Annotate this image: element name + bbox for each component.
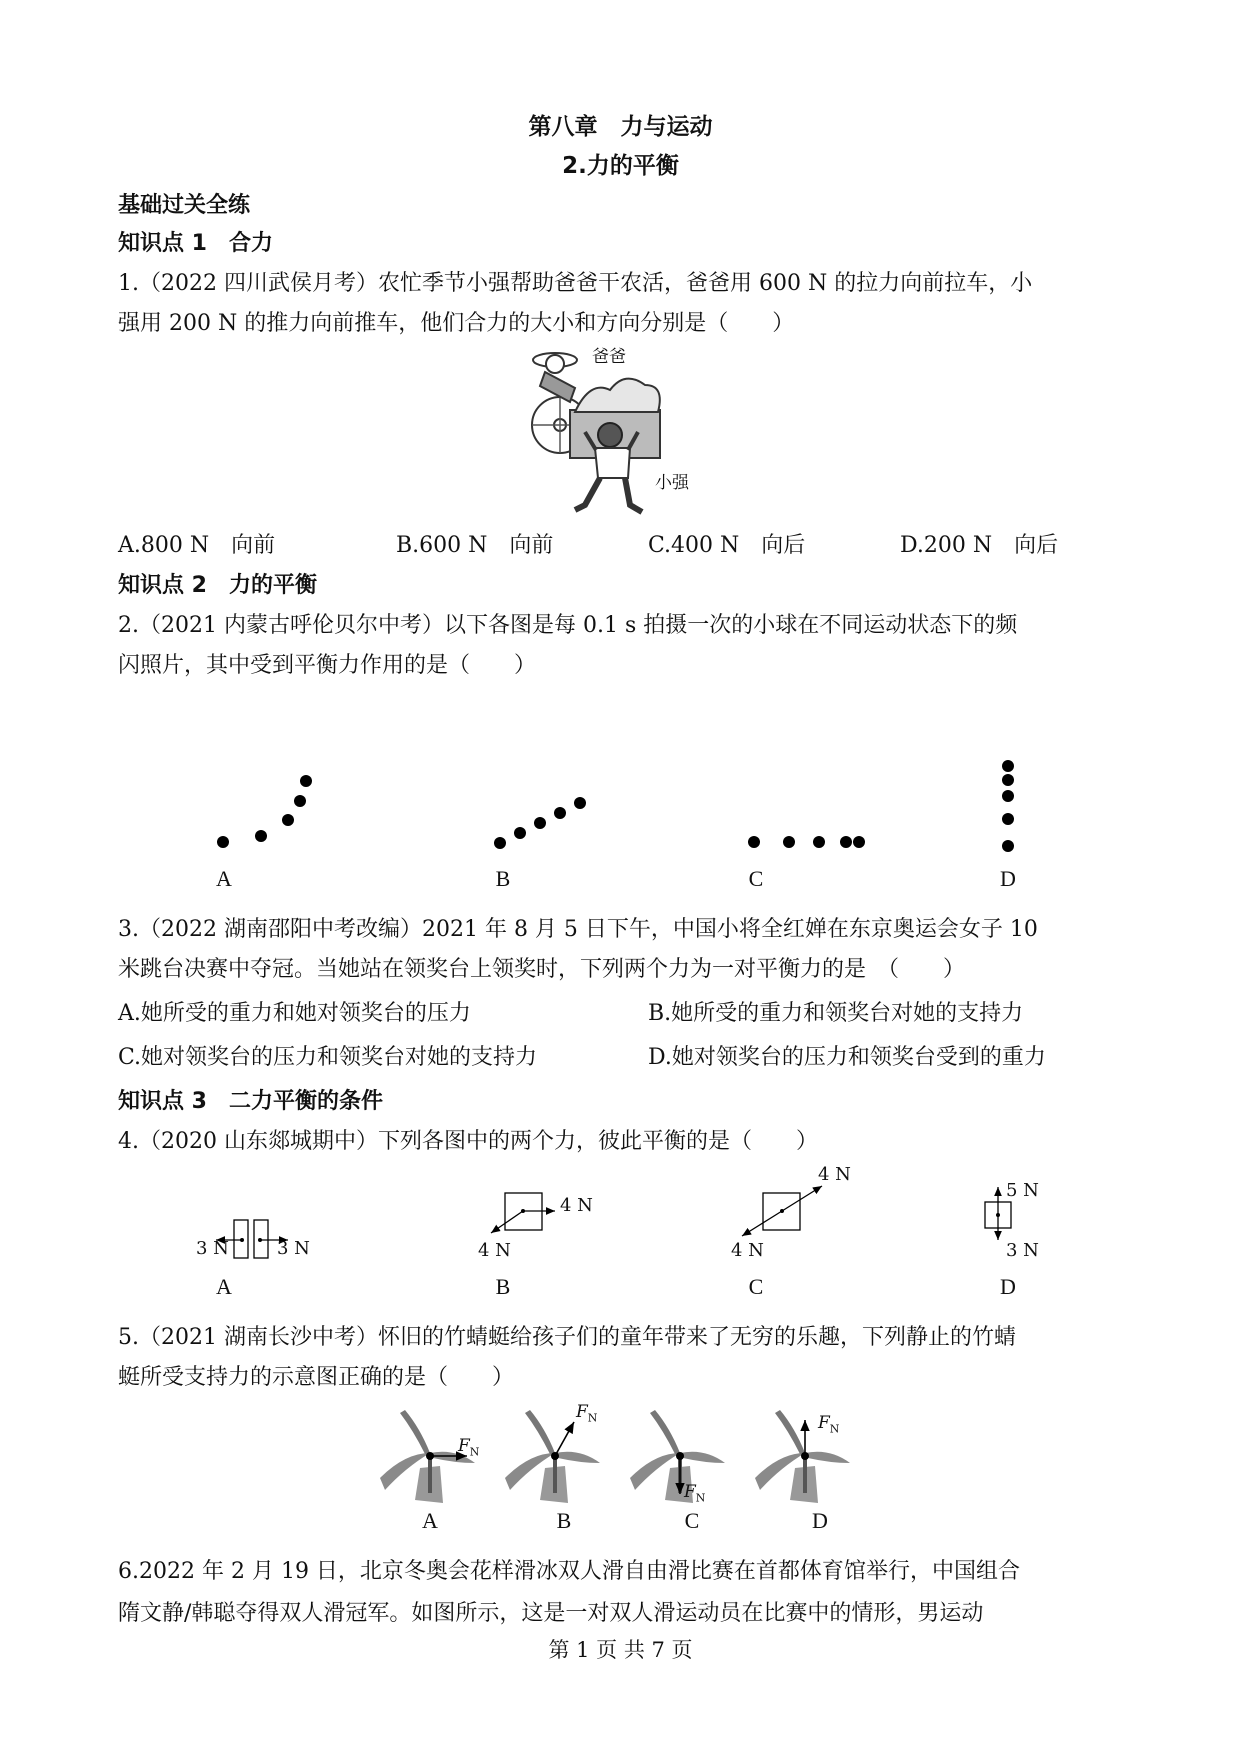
q4-label-b: B (495, 1274, 511, 1299)
q4-label-a: A (216, 1274, 232, 1299)
knowledge-point-1: 知识点 1 合力 (118, 231, 273, 256)
q1-cart-figure (530, 340, 710, 520)
q1-option-a: A.800 N 向前 (118, 533, 276, 558)
q4-force-c-top: 4 N (818, 1164, 851, 1185)
q1-option-b: B.600 N 向前 (396, 533, 554, 558)
q2-stem-line2: 闪照片，其中受到平衡力作用的是（ ） (118, 653, 537, 678)
q3-stem-line2: 米跳台决赛中夺冠。当她站在领奖台上领奖时，下列两个力为一对平衡力的是 （ ） (118, 957, 966, 982)
q5-label-b: B (556, 1508, 572, 1533)
section-title: 2.力的平衡 (562, 153, 679, 179)
q4-force-a-right: 3 N (277, 1238, 310, 1259)
q4-force-c-bottom: 4 N (731, 1240, 764, 1261)
q5-label-c: C (684, 1508, 700, 1533)
q5-label-a: A (422, 1508, 438, 1533)
q4-force-d-bottom: 3 N (1006, 1240, 1039, 1261)
q4-force-d-top: 5 N (1006, 1180, 1039, 1201)
q1-label-dad: 爸爸 (592, 347, 626, 367)
q4-force-a-left: 3 N (196, 1238, 229, 1259)
q4-label-d: D (1000, 1274, 1016, 1299)
q2-stem-line1: 2.（2021 内蒙古呼伦贝尔中考）以下各图是每 0.1 s 拍摄一次的小球在不同运动状态下的频 (118, 613, 1018, 638)
q2-label-d: D (1000, 866, 1016, 891)
q5-stem-line1: 5.（2021 湖南长沙中考）怀旧的竹蜻蜓给孩子们的童年带来了无穷的乐趣，下列静止的竹蜻 (118, 1325, 1016, 1350)
q3-option-a: A.她所受的重力和她对领奖台的压力 (118, 1001, 471, 1026)
q5-dragonfly-d (750, 1408, 860, 1508)
q5-force-b: $F_N$ (576, 1402, 598, 1425)
q1-stem-line2: 强用 200 N 的推力向前推车，他们合力的大小和方向分别是（ ） (118, 311, 795, 336)
q4-label-c: C (748, 1274, 764, 1299)
q4-stem-line1: 4.（2020 山东郯城期中）下列各图中的两个力，彼此平衡的是（ ） (118, 1129, 818, 1154)
knowledge-point-2: 知识点 2 力的平衡 (118, 573, 317, 598)
q4-force-b-top: 4 N (560, 1195, 593, 1216)
q1-stem-line1: 1.（2022 四川武侯月考）农忙季节小强帮助爸爸干农活，爸爸用 600 N 的拉力向前拉车，小 (118, 271, 1033, 296)
page-footer: 第 1 页 共 7 页 (548, 1638, 693, 1662)
q2-label-b: B (495, 866, 511, 891)
q5-force-d: $F_N$ (818, 1413, 840, 1436)
q1-option-c: C.400 N 向后 (648, 533, 806, 558)
q2-label-c: C (748, 866, 764, 891)
q3-option-d: D.她对领奖台的压力和领奖台受到的重力 (648, 1045, 1046, 1070)
q3-option-b: B.她所受的重力和领奖台对她的支持力 (648, 1001, 1024, 1026)
q3-option-c: C.她对领奖台的压力和领奖台对她的支持力 (118, 1045, 538, 1070)
q5-dragonfly-c (625, 1408, 735, 1508)
part-title: 基础过关全练 (118, 193, 251, 218)
q6-stem-line2: 隋文静/韩聪夺得双人滑冠军。如图所示，这是一对双人滑运动员在比赛中的情形，男运动 (118, 1601, 984, 1626)
q1-option-d: D.200 N 向后 (900, 533, 1059, 558)
q6-stem-line1: 6.2022 年 2 月 19 日，北京冬奥会花样滑冰双人滑自由滑比赛在首都体育馆举行，中国组合 (118, 1559, 1020, 1584)
q5-force-c: $F_N$ (684, 1482, 706, 1505)
q2-label-a: A (216, 866, 232, 891)
q4-force-b-bottom: 4 N (478, 1240, 511, 1261)
q1-label-boy: 小强 (655, 473, 689, 493)
q5-stem-line2: 蜓所受支持力的示意图正确的是（ ） (118, 1365, 515, 1390)
chapter-title: 第八章 力与运动 (528, 114, 713, 140)
q3-stem-line1: 3.（2022 湖南邵阳中考改编）2021 年 8 月 5 日下午，中国小将全红婵在东京奥运会女子 10 (118, 917, 1038, 942)
q4-diagram-d (0, 0, 1, 1)
knowledge-point-3: 知识点 3 二力平衡的条件 (118, 1089, 383, 1114)
q5-force-a: $F_N$ (458, 1436, 480, 1459)
q5-label-d: D (812, 1508, 828, 1533)
